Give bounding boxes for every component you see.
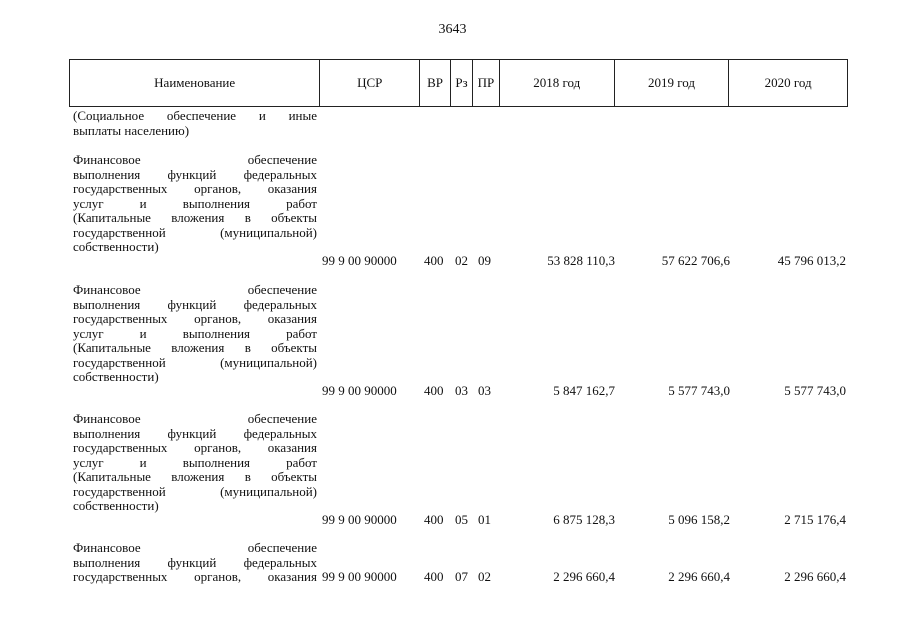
name-line: собственности) <box>73 369 159 384</box>
name-line: государственных органов, оказания <box>73 311 317 326</box>
name-line: Финансовое обеспечение <box>73 282 317 297</box>
name-line: выполнения функций федеральных <box>73 425 317 441</box>
value-2020: 5 577 743,0 <box>784 383 846 398</box>
name-line: (Социальное обеспечение и иные <box>73 108 317 123</box>
name-line: Финансовое обеспечение <box>73 411 317 426</box>
csr-code: 99 9 00 90000 <box>322 512 397 527</box>
header-csr: ЦСР <box>320 60 420 106</box>
name-line: (Капитальные вложения в объекты <box>73 340 317 355</box>
csr-code: 99 9 00 90000 <box>322 253 397 268</box>
name-line: выполнения функций федеральных <box>73 554 317 570</box>
name-line: услуг и выполнения работ <box>73 195 317 211</box>
value-2020: 45 796 013,2 <box>777 253 846 268</box>
name-line: государственных органов, оказания <box>73 181 317 196</box>
vr-code: 400 <box>424 512 444 527</box>
value-2019: 2 296 660,4 <box>668 569 730 584</box>
name-line: выплаты населению) <box>73 122 190 138</box>
value-2019: 57 622 706,6 <box>661 253 730 268</box>
row-name <box>73 541 317 585</box>
csr-code: 99 9 00 90000 <box>322 383 397 398</box>
row-name <box>73 153 317 255</box>
vr-code: 400 <box>424 253 444 268</box>
table-header <box>69 59 848 107</box>
rz-code: 07 <box>455 569 468 584</box>
value-2018: 53 828 110,3 <box>547 253 615 268</box>
value-2019: 5 577 743,0 <box>668 383 730 398</box>
name-line: государственных органов, оказания <box>73 569 317 584</box>
row-name <box>73 109 317 138</box>
pr-code: 02 <box>478 569 491 584</box>
name-line: выполнения функций федеральных <box>73 166 317 182</box>
value-2018: 2 296 660,4 <box>553 569 615 584</box>
rz-code: 05 <box>455 512 468 527</box>
name-line: государственной (муниципальной) <box>73 483 317 499</box>
header-pr: ПР <box>473 60 500 106</box>
row-name <box>73 283 317 385</box>
name-line: услуг и выполнения работ <box>73 454 317 470</box>
value-2018: 6 875 128,3 <box>553 512 615 527</box>
value-2020: 2 715 176,4 <box>784 512 846 527</box>
name-line: собственности) <box>73 498 159 513</box>
name-line: собственности) <box>73 239 159 254</box>
name-line: выполнения функций федеральных <box>73 296 317 312</box>
vr-code: 400 <box>424 569 444 584</box>
pr-code: 03 <box>478 383 491 398</box>
header-2018: 2018 год <box>500 60 615 106</box>
name-line: государственной (муниципальной) <box>73 354 317 370</box>
header-rz: Рз <box>451 60 473 106</box>
rz-code: 02 <box>455 253 468 268</box>
name-line: Финансовое обеспечение <box>73 540 317 555</box>
rz-code: 03 <box>455 383 468 398</box>
name-line: государственных органов, оказания <box>73 440 317 455</box>
name-line: услуг и выполнения работ <box>73 325 317 341</box>
value-2020: 2 296 660,4 <box>784 569 846 584</box>
row-name <box>73 412 317 514</box>
header-vr: ВР <box>420 60 451 106</box>
vr-code: 400 <box>424 383 444 398</box>
pr-code: 01 <box>478 512 491 527</box>
header-2019: 2019 год <box>615 60 730 106</box>
header-name: Наименование <box>70 60 320 106</box>
value-2018: 5 847 162,7 <box>553 383 615 398</box>
name-line: государственной (муниципальной) <box>73 224 317 240</box>
value-2019: 5 096 158,2 <box>668 512 730 527</box>
csr-code: 99 9 00 90000 <box>322 569 397 584</box>
name-line: (Капитальные вложения в объекты <box>73 469 317 484</box>
pr-code: 09 <box>478 253 491 268</box>
page-number: 3643 <box>438 22 467 37</box>
name-line: Финансовое обеспечение <box>73 152 317 167</box>
name-line: (Капитальные вложения в объекты <box>73 210 317 225</box>
header-2020: 2020 год <box>764 75 812 90</box>
